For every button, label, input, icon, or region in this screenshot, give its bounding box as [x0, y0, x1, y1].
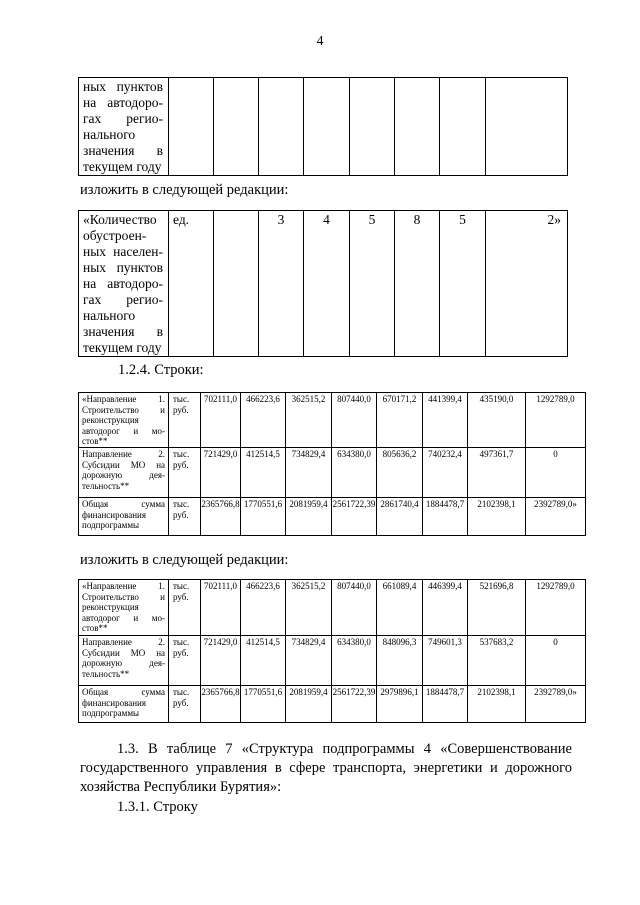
- indicator-name-cell: [79, 78, 169, 176]
- section-heading: 1.2.4. Строки:: [118, 362, 204, 378]
- direction-name-cell: [79, 686, 169, 723]
- unit-line: тыс.: [173, 637, 190, 647]
- name-line: текущем году: [83, 159, 162, 174]
- name-line: финансирования: [82, 509, 146, 520]
- value-cell: 1770551,6: [241, 686, 286, 723]
- name-line: ных пунктов: [83, 79, 163, 94]
- value-cell: 740232,4: [423, 448, 468, 498]
- value-cell: 848096,3: [377, 636, 423, 686]
- value-cell: 721429,0: [201, 636, 241, 686]
- financing-table-old: [78, 392, 586, 536]
- name-line: автодорог и мо-: [82, 425, 165, 436]
- value-cell: 1770551,6: [241, 498, 286, 536]
- name-line: «Направление 1.: [82, 581, 165, 591]
- edit-phrase: изложить в следующей редакции:: [80, 552, 289, 568]
- name-line: дорожную дея-: [82, 470, 165, 481]
- table-row: [79, 448, 586, 498]
- name-line: на автодоро-: [83, 95, 163, 110]
- unit-cell: [169, 448, 201, 498]
- unit-line: руб.: [173, 697, 189, 708]
- unit-line: тыс.: [173, 687, 190, 697]
- value-cell: 497361,7: [468, 448, 526, 498]
- name-line: нального: [83, 127, 136, 142]
- value-cell: 362515,2: [286, 580, 332, 636]
- name-line: значения в: [83, 324, 163, 339]
- value-cell: 2365766,8: [201, 686, 241, 723]
- name-line: стов**: [82, 436, 108, 447]
- name-line: нального: [83, 308, 136, 323]
- value-cell: 466223,6: [241, 580, 286, 636]
- value-cell: 521696,8: [468, 580, 526, 636]
- direction-name-cell: [79, 580, 169, 636]
- value-cell: 2081959,4: [286, 686, 332, 723]
- financing-table-new: [78, 579, 586, 723]
- unit-line: руб.: [173, 459, 189, 470]
- value-cell: 435190,0: [468, 393, 526, 448]
- value-cell: 5: [440, 211, 486, 357]
- name-line: гах регио-: [83, 292, 163, 307]
- unit-line: тыс.: [173, 449, 190, 459]
- value-cell: 2561722,39: [332, 498, 377, 536]
- value-cell: 634380,0: [332, 636, 377, 686]
- value-cell: 670171,2: [377, 393, 423, 448]
- value-cell: 2861740,4: [377, 498, 423, 536]
- name-line: ных пунктов: [83, 260, 163, 275]
- paragraph-line: хозяйства Республики Бурятия»:: [80, 779, 282, 795]
- direction-name-cell: [79, 636, 169, 686]
- section-heading: 1.3.1. Строку: [117, 799, 198, 815]
- value-cell: 0: [526, 448, 586, 498]
- unit-line: тыс.: [173, 499, 190, 509]
- amendment-paragraph: [80, 740, 572, 797]
- indicator-table: [78, 210, 568, 357]
- value-cell: 412514,5: [241, 636, 286, 686]
- value-cell: 1884478,7: [423, 498, 468, 536]
- value-cell: 1292789,0: [526, 580, 586, 636]
- name-line: «Направление 1.: [82, 394, 165, 404]
- table-continuation: [78, 77, 568, 176]
- direction-name-cell: [79, 448, 169, 498]
- value-cell: 1884478,7: [423, 686, 468, 723]
- value-cell: 661089,4: [377, 580, 423, 636]
- value-cell: 807440,0: [332, 393, 377, 448]
- value-cell: 537683,2: [468, 636, 526, 686]
- unit-line: руб.: [173, 404, 189, 415]
- value-cell: 1292789,0: [526, 393, 586, 448]
- name-line: Общая сумма: [82, 687, 165, 697]
- unit-line: тыс.: [173, 581, 190, 591]
- value-cell: 441399,4: [423, 393, 468, 448]
- value-cell: 412514,5: [241, 448, 286, 498]
- name-line: «Количество: [83, 212, 157, 227]
- page-number: 4: [316, 34, 324, 49]
- name-line: Направление 2.: [82, 449, 165, 459]
- unit-cell: ед.: [169, 211, 214, 357]
- value-cell: 2102398,1: [468, 686, 526, 723]
- value-cell: 734829,4: [286, 636, 332, 686]
- table-row: [79, 580, 586, 636]
- unit-line: руб.: [173, 591, 189, 602]
- paragraph-line: государственного управления в сфере транспорта, энергетики и дорожного: [80, 760, 572, 776]
- edit-phrase: изложить в следующей редакции:: [80, 182, 289, 198]
- value-cell: 8: [395, 211, 440, 357]
- table-row: [79, 393, 586, 448]
- value-cell: 807440,0: [332, 580, 377, 636]
- value-cell: 702111,0: [201, 580, 241, 636]
- value-cell: 702111,0: [201, 393, 241, 448]
- value-cell: 2102398,1: [468, 498, 526, 536]
- unit-line: руб.: [173, 647, 189, 658]
- name-line: подпрограммы: [82, 708, 140, 719]
- value-cell: 2561722,39: [332, 686, 377, 723]
- value-cell: 5: [350, 211, 395, 357]
- name-line: Субсидии МО на: [82, 647, 165, 658]
- name-line: текущем году: [83, 340, 162, 355]
- value-cell: 749601,3: [423, 636, 468, 686]
- value-cell: 721429,0: [201, 448, 241, 498]
- name-line: Строительство и: [82, 591, 165, 602]
- name-line: Субсидии МО на: [82, 459, 165, 470]
- name-line: дорожную дея-: [82, 658, 165, 669]
- value-cell: 362515,2: [286, 393, 332, 448]
- name-line: значения в: [83, 143, 163, 158]
- name-line: автодорог и мо-: [82, 612, 165, 623]
- value-cell: 805636,2: [377, 448, 423, 498]
- value-cell: 2979896,1: [377, 686, 423, 723]
- unit-cell: [169, 636, 201, 686]
- value-cell: 634380,0: [332, 448, 377, 498]
- name-line: обустроен-: [83, 228, 147, 243]
- name-line: стов**: [82, 623, 108, 634]
- unit-cell: [169, 580, 201, 636]
- value-cell: 2392789,0»: [526, 686, 586, 723]
- name-line: Направление 2.: [82, 637, 165, 647]
- unit-line: руб.: [173, 509, 189, 520]
- direction-name-cell: [79, 498, 169, 536]
- name-line: тельность**: [82, 668, 130, 679]
- value-cell: 2»: [486, 211, 568, 357]
- unit-cell: [169, 498, 201, 536]
- value-cell: 2365766,8: [201, 498, 241, 536]
- unit-cell: [169, 686, 201, 723]
- name-line: Общая сумма: [82, 499, 165, 509]
- unit-cell: [169, 393, 201, 448]
- name-line: финансирования: [82, 697, 146, 708]
- direction-name-cell: [79, 393, 169, 448]
- name-line: тельность**: [82, 480, 130, 491]
- table-row: [79, 498, 586, 536]
- value-cell: 0: [526, 636, 586, 686]
- name-line: реконструкция: [82, 415, 139, 426]
- table-row: [79, 636, 586, 686]
- unit-line: тыс.: [173, 394, 190, 404]
- name-line: на автодоро-: [83, 276, 163, 291]
- indicator-name-cell: [79, 211, 169, 357]
- value-cell: 2081959,4: [286, 498, 332, 536]
- value-cell: 3: [259, 211, 304, 357]
- name-line: подпрограммы: [82, 520, 140, 531]
- value-cell: 446399,4: [423, 580, 468, 636]
- name-line: ных населен-: [83, 244, 163, 259]
- table-row: [79, 686, 586, 723]
- value-cell: 4: [304, 211, 350, 357]
- name-line: гах регио-: [83, 111, 163, 126]
- value-cell: 734829,4: [286, 448, 332, 498]
- value-cell: 2392789,0»: [526, 498, 586, 536]
- name-line: Строительство и: [82, 404, 165, 415]
- name-line: реконструкция: [82, 602, 139, 613]
- value-cell: 466223,6: [241, 393, 286, 448]
- paragraph-line: 1.3. В таблице 7 «Структура подпрограммы 4 «Совершенствование: [117, 741, 572, 757]
